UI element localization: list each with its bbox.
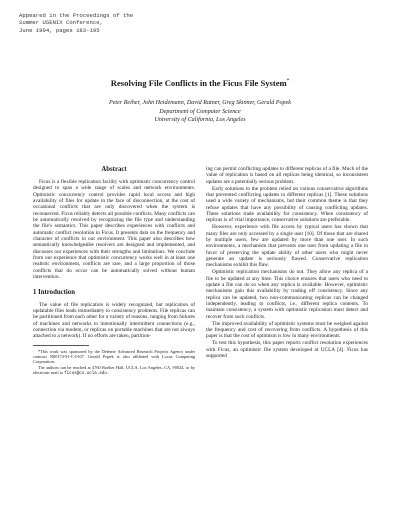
footnote-sponsorship: *This work was sponsored by the Defense Advanced Research Projects Agency under contract N00174-91-C-0107. Gerald Popek is also affiliated with Locus Computing Corporation. — [33, 348, 195, 365]
abstract-heading: Abstract — [101, 166, 127, 173]
body-paragraph: However, experience with file access by typical users has shown that many files are only accessed by a single user [10]. Of those that are shared by multiple users, few are updated by more than one user. In such environments, a mechanism that prevents one user from updating a file in favor of preserving the update ability of other users who might never generate an update is seriously flawed. Conservative replication mechanisms exhibit this flaw. — [206, 224, 368, 269]
author-department: Department of Computer Science — [159, 108, 241, 115]
body-paragraph: The value of file replication is widely recognized, but replication of updatable files leads immediately to consistency problems. File replicas can be partitioned from each other for a variety of reasons, ranging from failures of machines and networks to intentionally intermittent connections (e.g., connection via modem, or replicas on portable machines that are not always attached to a network). If no efforts are taken, partition- — [33, 301, 195, 340]
body-paragraph: The improved availability of optimistic systems must be weighed against the frequency and cost of recovering from conflicts. A hypothesis of this paper is that the cost of optimism is low in many environments. — [206, 320, 368, 340]
body-paragraph: Optimistic replication mechanisms do not. They allow any replica of a file to be updated at any time. This choice ensures that users who need to update a file can do so when any replica is available. However, optimistic mechanisms gain this availability by trading off consistency. Since any replica can be updated, two non-communicating replicas can be changed independently, leading to conflicts, i.e., different replica contents. To maintain consistency, a system with optimistic replication must detect and recover from such conflicts. — [206, 269, 368, 320]
right-column — [206, 166, 368, 359]
author-block — [0, 99, 400, 125]
venue-note-line: Summer USENIX Conference, — [19, 19, 103, 27]
footnote-contact-text: The authors can be reached at 4760 Boelter Hall, UCLA, Los Angeles, CA, 90024, or by electronic mail to — [33, 364, 195, 376]
body-paragraph: ing can permit conflicting updates to different replicas of a file. Much of the value of replication is based on all replicas being identical, so inconsistent updates are a potentially serious problem. — [206, 166, 368, 185]
body-paragraph: To test this hypothesis, this paper reports conflict resolution experiences with Ficus, an optimistic file system developed at UCLA [4]. Ficus has supported — [206, 340, 368, 359]
title-footnote-mark: * — [286, 79, 290, 85]
author-university: University of California, Los Angeles — [154, 117, 246, 124]
footnote-contact — [33, 365, 195, 378]
venue-note — [19, 12, 199, 34]
venue-note-line: June 1994, pages 183-195 — [19, 26, 100, 34]
abstract-paragraph: Ficus is a flexible replication facility with optimistic concurrency control designed to span a wide range of scales and network environments. Optimistic concurrency control provides rapid local access and high availability of files for update in the face of disconnection, at the cost of occasional conflicts that are only discovered when the system is reconnected. Ficus reliably detects all possible conflicts. Many conflicts can be automatically resolved by recognizing the file type and understanding the file's semantics. This paper describes experiences with conflicts and automatic conflict resolution in Ficus. It presents data on the frequency and character of conflicts in our environment. This paper also describes how semantically knowledgeable resolvers are designed and implemented, and discusses our experiences with their strengths and limitations. We conclude from our experience that optimistic concurrency works well in at least one realistic environment, conflicts are rare, and a large proportion of those conflicts that do occur can be automatically solved without human intervention. — [33, 179, 195, 281]
section-heading-introduction: 1 Introduction — [33, 288, 75, 296]
venue-note-line: Appeared in the Proceedings of the — [19, 12, 134, 19]
footnote-divider — [33, 345, 89, 346]
paper-title-text: Resolving File Conflicts in the Ficus File System — [110, 78, 287, 88]
left-column — [33, 166, 195, 378]
author-names: Peter Reiher, John Heidemann, David Ratner, Greg Skinner, Gerald Popek — [108, 100, 292, 106]
body-paragraph: Early solutions to the problem relied on various conservative algorithms that prevented conflicting updates to different replicas [1]. These solutions used a wide variety of mechanisms, but their common theme is that they refuse updates that have any possibility of causing conflicting updates. These solutions trade availability for consistency. When consistency of replicas is of vital importance, conservative solutions are preferable. — [206, 185, 368, 224]
paper-title — [0, 78, 400, 88]
footnote-email: ficus@cs.ucla.edu. — [64, 372, 110, 377]
